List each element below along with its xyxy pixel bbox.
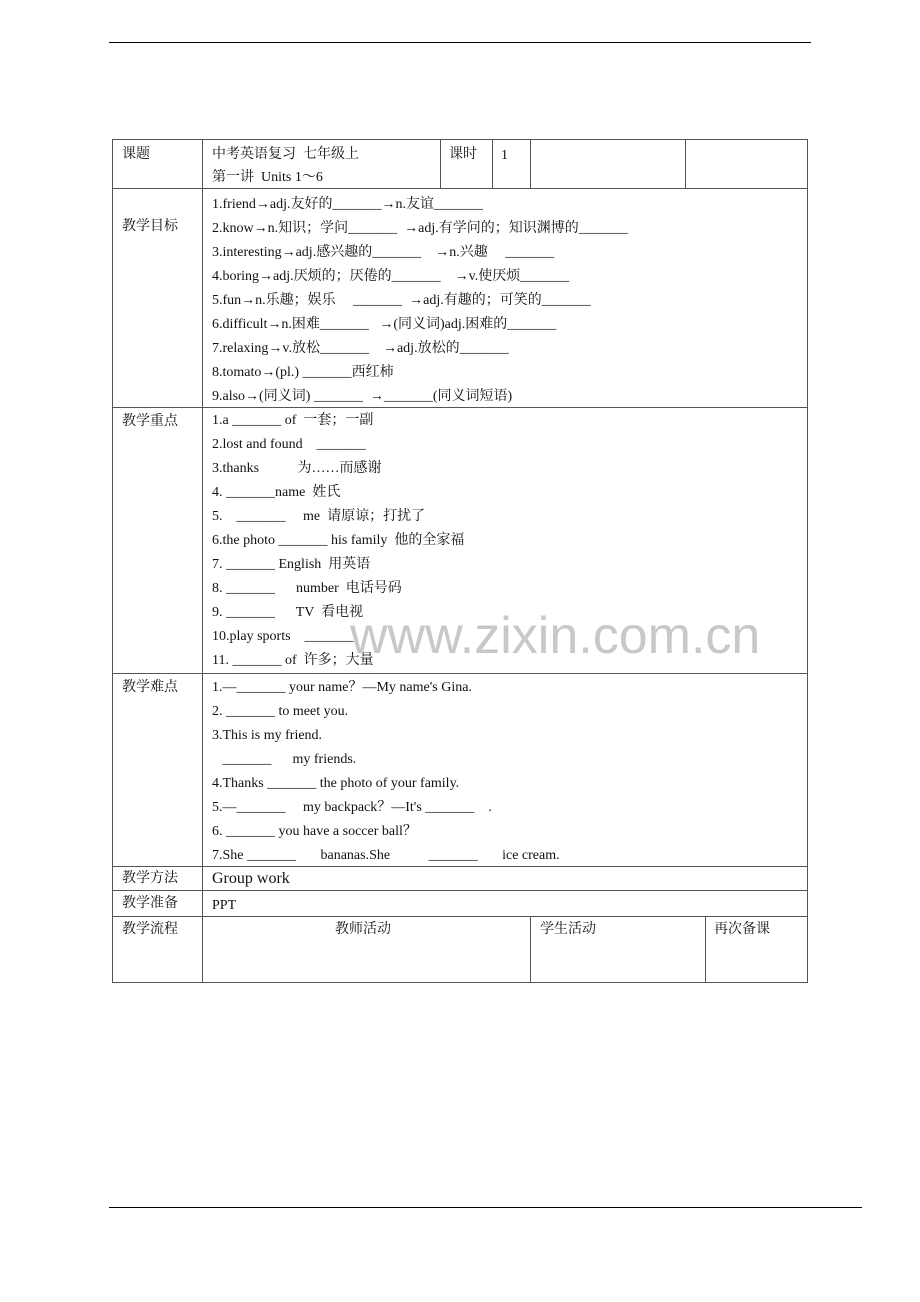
difficulty-item: 3.This is my friend. xyxy=(212,728,323,743)
keypoint-item: 1.a _______ of 一套；一副 xyxy=(212,413,374,428)
watermark: www.zixin.com.cn xyxy=(350,607,761,665)
objective-item: 7.relaxing→v.放松_______ →adj.放松的_______ xyxy=(212,341,509,356)
header-blank-cell-2 xyxy=(685,139,808,189)
topic-label-cell xyxy=(112,139,203,189)
header-blank-cell-1 xyxy=(530,139,686,189)
objective-item: 5.fun→n.乐趣；娱乐 _______ →adj.有趣的；可笑的_______ xyxy=(212,293,591,308)
period-label: 课时 xyxy=(449,147,477,162)
objective-item: 4.boring→adj.厌烦的；厌倦的_______ →v.使厌烦_______ xyxy=(212,269,570,284)
process-label: 教学流程 xyxy=(122,922,178,937)
keypoint-item: 5. _______ me 请原谅；打扰了 xyxy=(212,509,426,524)
preparation-value: PPT xyxy=(212,898,237,913)
objective-item: 3.interesting→adj.感兴趣的_______ →n.兴趣 _______ xyxy=(212,245,555,260)
process-label-cell xyxy=(112,916,203,983)
difficulties-label: 教学难点 xyxy=(122,680,178,695)
keypoint-item: 8. _______ number 电话号码 xyxy=(212,581,402,596)
method-value-cell xyxy=(202,866,808,891)
difficulty-item: 6. _______ you have a soccer ball？ xyxy=(212,824,417,839)
difficulty-item: 5.—_______ my backpack？—It's _______ . xyxy=(212,800,492,815)
preparation-label: 教学准备 xyxy=(122,896,178,911)
keypoint-item: 7. _______ English 用英语 xyxy=(212,557,371,572)
topic-line-1: 中考英语复习 七年级上 xyxy=(212,147,359,162)
objectives-content-cell xyxy=(202,188,808,408)
topic-label: 课题 xyxy=(122,147,150,162)
difficulties-content-cell xyxy=(202,673,808,867)
header-rule xyxy=(109,42,811,43)
difficulties-list xyxy=(212,676,560,868)
difficulty-item: 4.Thanks _______ the photo of your family. xyxy=(212,776,460,791)
keypoint-item: 4. _______name 姓氏 xyxy=(212,485,341,500)
objective-item: 1.friend→adj.友好的_______→n.友谊_______ xyxy=(212,197,484,212)
preparation-value-cell xyxy=(202,890,808,917)
objective-item: 6.difficult→n.困难_______ →(同义词)adj.困难的_______ xyxy=(212,317,557,332)
objectives-label: 教学目标 xyxy=(122,219,178,234)
method-value: Group work xyxy=(212,870,290,887)
keypoint-item: 6.the photo _______ his family 他的全家福 xyxy=(212,533,465,548)
period-label-cell xyxy=(440,139,493,189)
difficulties-label-cell xyxy=(112,673,203,867)
objectives-label-cell xyxy=(112,188,203,408)
keypoint-item: 10.play sports _______ xyxy=(212,629,354,644)
teacher-activity-header: 教师活动 xyxy=(335,922,391,937)
objective-item: 8.tomato→(pl.) _______西红柿 xyxy=(212,365,394,380)
keypoint-item: 3.thanks 为……而感谢 xyxy=(212,461,382,476)
keypoint-item: 9. _______ TV 看电视 xyxy=(212,605,364,620)
objective-item: 9.also→(同义词) _______ →_______(同义词短语) xyxy=(212,389,513,404)
teacher-activity-cell xyxy=(202,916,531,983)
revision-cell xyxy=(705,916,808,983)
difficulty-item: _______ my friends. xyxy=(212,752,357,767)
objective-item: 2.know→n.知识；学问_______ →adj.有学问的；知识渊博的_______ xyxy=(212,221,628,236)
period-value-cell xyxy=(492,139,531,189)
keypoint-item: 2.lost and found _______ xyxy=(212,437,366,452)
revision-header: 再次备课 xyxy=(714,922,770,937)
topic-line-2: 第一讲 Units 1～6 xyxy=(212,170,323,185)
difficulty-item: 1.—_______ your name？—My name's Gina. xyxy=(212,680,472,695)
footer-rule xyxy=(109,1207,862,1208)
period-value: 1 xyxy=(501,148,508,163)
method-label-cell xyxy=(112,866,203,891)
difficulty-item: 2. _______ to meet you. xyxy=(212,704,349,719)
keypoints-label-cell xyxy=(112,407,203,674)
keypoints-label: 教学重点 xyxy=(122,414,178,429)
difficulty-item: 7.She _______ bananas.She _______ ice cream. xyxy=(212,848,560,863)
objectives-list xyxy=(212,193,628,409)
method-label: 教学方法 xyxy=(122,871,178,886)
student-activity-cell xyxy=(530,916,706,983)
keypoint-item: 11. _______ of 许多；大量 xyxy=(212,653,374,668)
student-activity-header: 学生活动 xyxy=(540,922,596,937)
preparation-label-cell xyxy=(112,890,203,917)
topic-value-cell xyxy=(202,139,441,189)
